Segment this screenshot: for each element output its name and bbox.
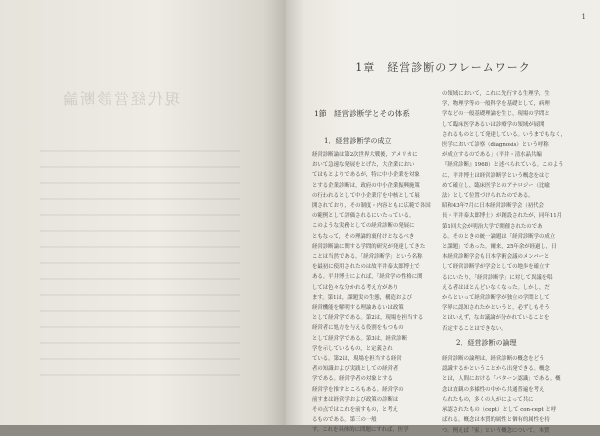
text-line: 経営診断の論理は，経営診断の概念をどう [442,356,545,363]
text-line: このような実務としての経営診断の発展に [312,223,415,230]
chapter-title: 1章 経営診断のフレームワーク [355,61,531,74]
text-line: 学を示しているもの，と定義され [312,345,393,352]
subsection-heading-2: 2．経営診断の論理 [456,338,517,347]
text-line: 医学において診察（diagnosis）という呼称 [442,142,549,149]
text-line: おいて急速な発展をとげた，大企業におい [312,162,415,169]
text-line: とはいえず，なお議論が分かれていることを [442,315,550,322]
text-line: 『経営診断』1968）と述べられている。このよう [442,162,564,169]
text-line: 経営学を推すところもある。経営学の [312,386,404,393]
text-line: える者はほとんどいなくなった。しかし，だ [442,284,550,291]
text-line: と課題」であった。爾来，25年余が経過し，日 [442,244,557,251]
text-line: られたもの，多くの人がによって共に [442,396,534,403]
text-line: 経営診断論は第2次世界大戦後，アメリカに [312,152,418,158]
bleed-through-lines [40,150,240,390]
text-line: その点ではこれを前すもの，と考え [312,407,399,414]
text-line: 本経営診断学会も日本学術会議のメンバーと [442,254,550,261]
text-line: 者の知識および実践としての経営者 [312,366,399,373]
text-line: に，平井博士は経営診断学という概念をはじ [442,172,550,179]
section-heading: 1節 経営診断学とその体系 [314,109,410,118]
text-line: とする企業診断は，政府の中小企業振興施策 [312,182,420,189]
text-line: るものである。第三の一般 [312,417,377,424]
text-line: 学界に認知されたかというと，必ずしもそう [442,305,550,312]
text-line: されるものとして発達している。いうまでもなく， [442,131,566,138]
text-line: 承認されたもの（cept）として con-cept と呼 [442,407,557,414]
left-page [0,0,286,425]
body-column-left [312,150,430,436]
text-line: の領域において，これに先行する生理学，生 [442,91,550,97]
text-line: して臨床医学あるいは診療学の領域が展開 [442,121,545,128]
text-line: 学，物理学等の一般科学を基礎として，病理 [442,101,550,108]
text-line: 経営診断論に関する学問的研究が発達してきた [312,243,426,250]
text-line: が成立するのである」（平井・清水晶共編 [442,152,542,159]
text-line: とは，人間における「パターン認識」である。概 [442,376,561,383]
text-line: 長・平井泰太郎博士）が創設されたが，同年11月 [442,213,563,220]
text-line: の行われるとして中小企業庁を中核として展 [312,192,420,199]
text-line: 学である。経営学者の対象とする [312,376,393,383]
text-line: からといって経営診断学が独立の学問として [442,295,550,302]
text-line: しては色々な分かれる考え方があり [312,284,399,291]
text-line: つ。例えば「家」という概念について，本質 [442,427,550,434]
text-line: ている。第2は，現場を担当する経営 [312,356,402,363]
text-line: 昭和43年7月に日本経営診断学会（初代会 [442,203,544,210]
text-line: 否定することはできない。 [442,325,507,332]
text-line: ます。第1は，課題実の生態，構造および [312,294,413,301]
text-line: の範例として評価されるにいたっている。 [312,213,415,220]
text-line: として経営学である。第2は，現場を担当する [312,315,424,322]
page-number: 1 [581,13,586,21]
text-line: 念は直観の多様性の中から共通普遍を考え [442,386,545,393]
subsection-heading: 1．経営診断学の成立 [324,137,392,145]
text-line: 法）として位置づけられたのである。 [442,193,534,200]
text-line: 認識するかということから出発できる。概念 [442,366,550,373]
text-line: る。そのときの統一論題は「経営診断学の成立 [442,233,556,240]
text-line: てはもとよりであるが，特に中小企業を対象 [312,172,420,179]
text-line: るにいたり，「経営診断学」に対して異議を唱 [442,274,553,281]
text-line: を最初に使用されたのは故平井泰太郎博士で [312,264,420,271]
text-line: ある。平井博士によれば，「経営学の性格に関 [312,274,423,281]
text-line: 開されており，その制度・内容ともに広範で各国 [312,203,431,210]
bleed-through-title: 現代経営診断論 [60,90,180,108]
text-line: して経営診断学が学会としての地歩を確立す [442,264,550,271]
text-line: ばれる。概念は本質的属性と個有的属性を持 [442,417,550,424]
text-line: 経営機能を解明する理論あるいは政策 [312,305,404,312]
right-page [286,0,600,434]
text-line: めて確立し，臨床医学とのアナロジー（比喩 [442,182,550,189]
text-line: 第1回大会が明治大学で開催されたのであ [442,223,543,230]
text-line: 前すまは経営学および政策の診断は [312,396,399,403]
text-line: ことは当然である。「経営診断学」という名称 [312,254,423,261]
text-line: として経営学である。第3は，経営診断 [312,335,408,342]
text-line: す，これを具体的に問題にすれば，医学 [312,427,409,434]
text-line: 経営者に処方を与える役割をもつもの [312,325,404,332]
text-line: ともなって，その理論的裏付けとなるべき [312,233,415,240]
text-line: 学などの一般基礎理論を生じ，現場の学問と [442,111,550,118]
body-column-right [442,89,566,436]
